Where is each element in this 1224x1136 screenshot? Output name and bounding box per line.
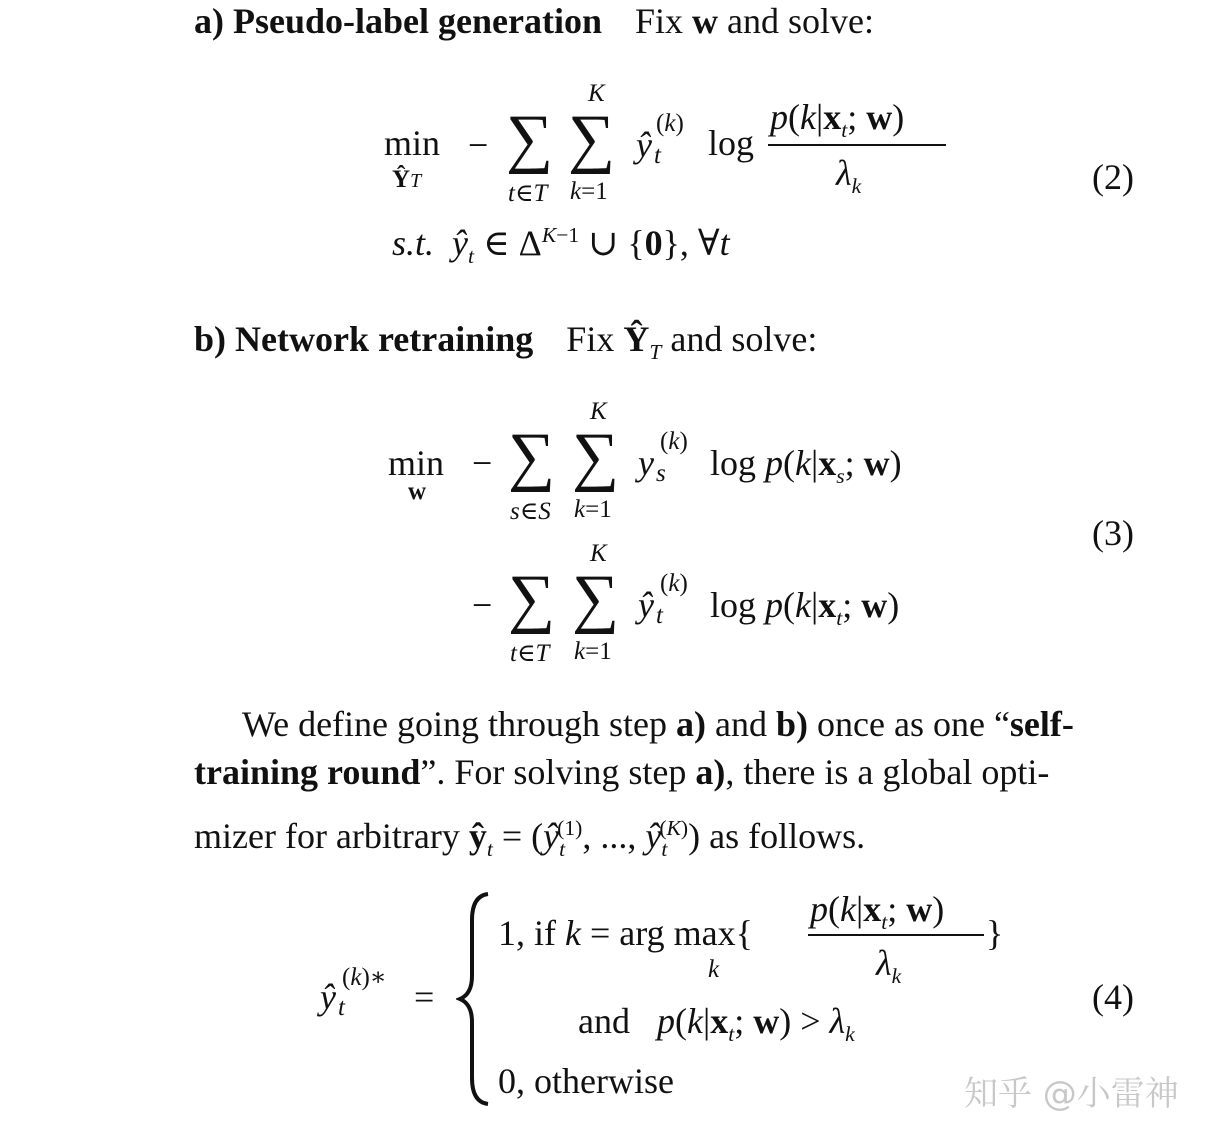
eq3-sum-k2: ∑ — [572, 562, 620, 635]
step-b-heading: b) Network retraining — [194, 319, 534, 359]
eq2-numerator: $p(k|x_t$; w) — [770, 97, 905, 143]
eq2-sum-t-sub: t∈T — [508, 180, 548, 207]
eq4-number: (4) — [1092, 977, 1134, 1017]
eq2-min-sub: ŶT — [392, 166, 422, 193]
eq4-case-1-sub: k — [708, 956, 720, 983]
eq3-minus-2: − — [472, 585, 493, 625]
eq3-yhat: ŷ — [638, 585, 654, 625]
eq2-log: log — [708, 123, 755, 163]
eq3-sum-s: ∑ — [508, 420, 556, 493]
eq4-fraction-bar — [808, 934, 984, 936]
eq3-sum-k1: ∑ — [572, 420, 620, 493]
eq3-sum-s-sub: s∈S — [510, 498, 551, 525]
eq3-ys: y — [638, 443, 654, 483]
eq3-minus-1: − — [472, 443, 493, 483]
watermark: 知乎 @小雷神 — [964, 1074, 1179, 1114]
step-b-text: Fix $Ŷ_T$ and solve: — [566, 319, 818, 365]
eq4-case-1-condition: and $p(k|x_t$; $w) > \lambda_k$ — [578, 1001, 855, 1047]
eq2-min: min — [384, 123, 441, 163]
eq2-number: (2) — [1092, 157, 1134, 197]
eq4-equals: = — [414, 977, 435, 1017]
eq2-minus: − — [468, 125, 489, 165]
step-a-text: Fix w and solve: — [634, 1, 874, 41]
eq3-term-1: $\log p(k|x_s$; w) — [710, 443, 902, 489]
eq4-lhs: ŷ — [320, 977, 336, 1017]
paragraph-line-3: mizer for arbitrary $ŷ_t$ = ($ŷ_t^{(1)}$, ..., $ŷ_t^{(K)}$) as follows. — [194, 816, 866, 862]
eq2-sum-t: ∑ — [506, 102, 554, 175]
eq4-case-1-denominator: $\lambda_k$ — [876, 943, 902, 989]
step-b-heading-line — [194, 318, 817, 365]
paragraph-line-1: We define going through step a) and b) once as one “self- — [242, 704, 1074, 744]
eq4-case-1: 1, if k = arg max{ — [498, 913, 753, 953]
eq2-yhat-sup: (k) — [656, 110, 684, 137]
eq3-ys-sup: (k) — [660, 428, 688, 455]
eq4-lhs-sup: (k)∗ — [342, 964, 387, 991]
eq3-sum-t: ∑ — [508, 562, 556, 635]
eq3-sum-t-sub: t∈T — [510, 640, 550, 667]
eq2-constraint: s.t. $ŷ_t$ ∈ $\Delta^{K-1}$ ∪ {0}, ∀t — [392, 223, 730, 269]
eq4-case-1-close: } — [986, 913, 1004, 953]
eq3-min: min — [388, 443, 445, 483]
paragraph-line-2: training round”. For solving step a), there is a global opti- — [194, 752, 1050, 792]
eq4-brace-icon — [456, 890, 496, 1108]
eq2-sum-k-sup: K — [588, 80, 605, 107]
eq2-denominator: $\lambda_k$ — [836, 153, 862, 199]
eq4-case-1-numerator: $p(k|x_t$; w) — [810, 889, 945, 935]
eq2-yhat-sub: t — [654, 142, 661, 169]
eq3-sum-k2-sub: k=1 — [574, 638, 612, 665]
step-a-heading-line — [194, 0, 874, 42]
eq2-fraction-bar — [768, 144, 946, 146]
eq2-sum-k-sub: k=1 — [570, 178, 608, 205]
eq3-term-2: $\log p(k|x_t$; w) — [710, 585, 900, 631]
eq3-sum-k2-sup: K — [590, 540, 607, 567]
eq3-ys-sub: s — [656, 460, 666, 487]
eq3-sum-k1-sub: k=1 — [574, 496, 612, 523]
step-a-heading: a) Pseudo-label generation — [194, 1, 602, 41]
eq3-min-sub: w — [408, 478, 427, 505]
eq3-sum-k1-sup: K — [590, 398, 607, 425]
eq3-number: (3) — [1092, 513, 1134, 553]
eq4-lhs-sub: t — [338, 994, 345, 1021]
eq4-case-2: 0, otherwise — [498, 1061, 674, 1101]
eq2-yhat: ŷ — [636, 125, 652, 165]
eq3-yhat-sup: (k) — [660, 570, 688, 597]
eq2-sum-k: ∑ — [568, 102, 616, 175]
eq3-yhat-sub: t — [656, 602, 663, 629]
